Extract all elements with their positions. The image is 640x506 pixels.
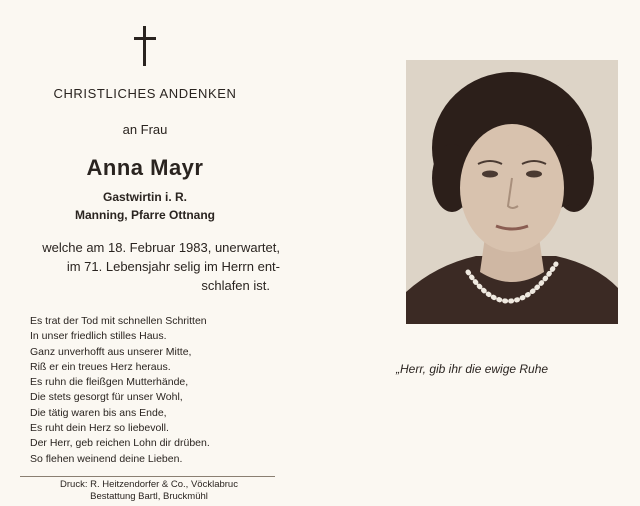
poem-line: Es ruhn die fleißgen Mutterhände, bbox=[30, 376, 189, 389]
notice-line: im 71. Lebensjahr selig im Herrn ent- bbox=[66, 259, 280, 274]
prayer-quote: „Herr, gib ihr die ewige Ruhe bbox=[396, 362, 549, 376]
poem-line: So flehen weinend deine Lieben. bbox=[30, 452, 183, 465]
deceased-name: Anna Mayr bbox=[86, 155, 204, 180]
poem-line: Die stets gesorgt für unser Wohl, bbox=[30, 391, 183, 404]
printer-credit bbox=[18, 479, 280, 503]
dedication-line: an Frau bbox=[122, 122, 168, 137]
cross-icon bbox=[134, 26, 156, 66]
poem-line: Riß er ein treues Herz heraus. bbox=[30, 360, 171, 373]
death-notice bbox=[10, 238, 280, 295]
residence: Manning, Pfarre Ottnang bbox=[74, 208, 215, 222]
poem-line: In unser friedlich stilles Haus. bbox=[30, 330, 167, 343]
portrait-photo bbox=[406, 60, 618, 324]
poem-line: Es trat der Tod mit schnellen Schritten bbox=[30, 315, 207, 327]
poem-line: Ganz unverhofft aus unserer Mitte, bbox=[30, 345, 192, 358]
poem-line: Es ruht dein Herz so liebevoll. bbox=[30, 422, 169, 435]
notice-line: welche am 18. Februar 1983, unerwartet, bbox=[42, 240, 280, 255]
poem-line: Der Herr, geb reichen Lohn dir drüben. bbox=[30, 437, 210, 450]
notice-line: schlafen ist. bbox=[201, 278, 270, 293]
printer-line: Druck: R. Heitzendorfer & Co., Vöcklabruc bbox=[60, 479, 238, 490]
portrait-image bbox=[406, 60, 618, 324]
card-title: CHRISTLICHES ANDENKEN bbox=[53, 86, 237, 101]
poem-line: Die tätig waren bis ans Ende, bbox=[30, 406, 167, 419]
undertaker-line: Bestattung Bartl, Bruckmühl bbox=[90, 491, 208, 502]
divider bbox=[20, 476, 275, 477]
occupation: Gastwirtin i. R. bbox=[102, 190, 187, 204]
memorial-poem bbox=[30, 314, 280, 467]
